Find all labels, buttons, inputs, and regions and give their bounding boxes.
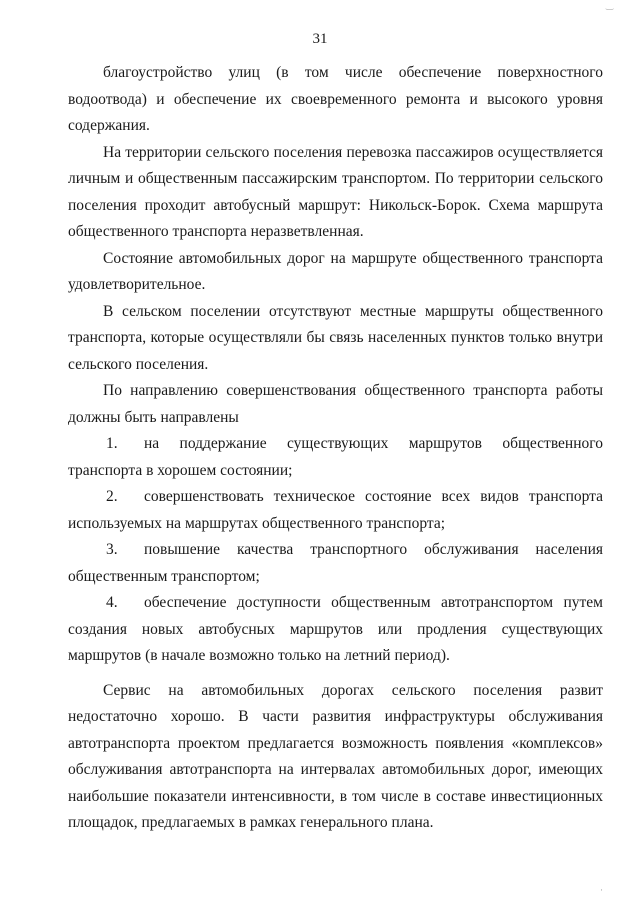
paragraph-passenger-transport: На территории сельского поселения перевозка пассажиров осуществляется личным и общественным пассажирским транспортом. По территории сельского поселения проходит автобусный маршрут: Никольск-Борок. Схема маршрута общественного транспорта неразветвленная.: [68, 143, 603, 240]
list-item-text: на поддержание существующих маршрутов общественного транспорта в хорошем состоянии;: [68, 435, 603, 479]
list-marker: 2.: [106, 488, 118, 505]
list-item: [68, 537, 603, 590]
document-body: [68, 60, 603, 837]
list-item: [68, 590, 603, 670]
list-item-text: совершенствовать техническое состояние всех видов транспорта используемых на маршрутах общественного транспорта;: [68, 488, 603, 532]
scan-mark-top: ‿: [606, 0, 614, 10]
paragraph-improvement-directions: По направлению совершенствования общественного транспорта работы должны быть направлены: [68, 382, 603, 426]
list-item-text: повышение качества транспортного обслуживания населения общественным транспортом;: [68, 541, 603, 585]
paragraph-road-service: Сервис на автомобильных дорогах сельского поселения развит недостаточно хорошо. В части развития инфраструктуры обслуживания автотранспорта проектом предлагается возможность появления «комплексов» обслуживания автотранспорта на интервалах автомобильных дорог, имеющих наибольшие показатели интенсивности, в том числе в составе инвестиционных площадок, предлагаемых в рамках генерального плана.: [68, 681, 603, 831]
page-number: 31: [312, 31, 328, 47]
list-item: [68, 431, 603, 484]
list-marker: 1.: [106, 435, 118, 452]
list-item-text: обеспечение доступности общественным автотранспортом путем создания новых автобусных маршрутов или продления существующих маршрутов (в начале возможно только на летний период).: [68, 594, 603, 664]
list-item: [68, 484, 603, 537]
scan-mark-bottom: ·: [600, 885, 603, 895]
paragraph-road-condition: Состояние автомобильных дорог на маршруте общественного транспорта удовлетворительное.: [68, 249, 603, 293]
paragraph-drainage: благоустройство улиц (в том числе обеспечение поверхностного водоотвода) и обеспечение их своевременного ремонта и высокого уровня содержания.: [68, 64, 603, 134]
list-marker: 4.: [106, 594, 118, 611]
paragraph-local-routes: В сельском поселении отсутствуют местные маршруты общественного транспорта, которые осуществляли бы связь населенных пунктов только внутри сельского поселения.: [68, 302, 603, 373]
list-marker: 3.: [106, 541, 118, 558]
